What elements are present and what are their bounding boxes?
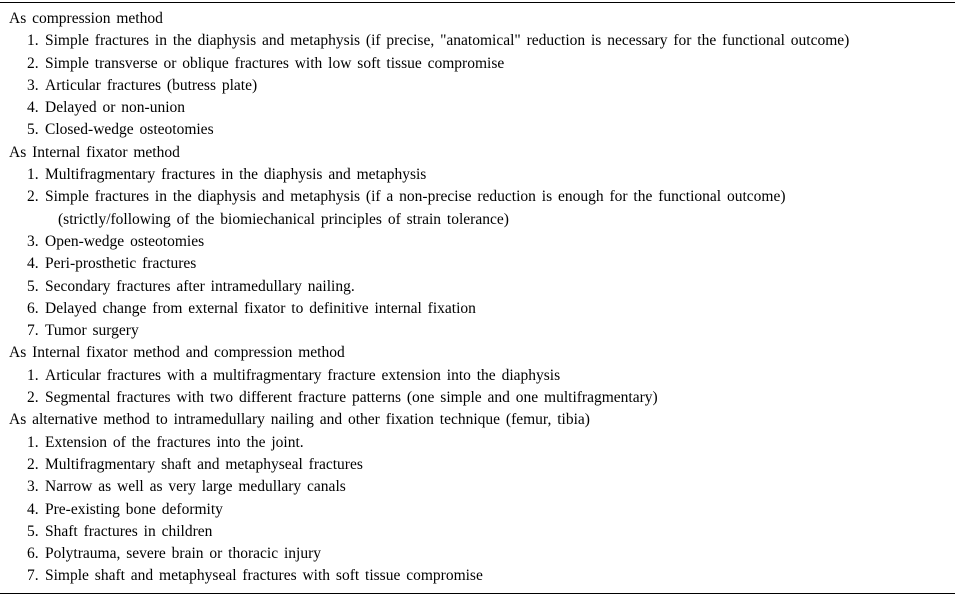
item-text: Pre-existing bone deformity xyxy=(45,500,223,518)
list-item xyxy=(0,53,955,75)
item-number: 3. xyxy=(27,232,39,250)
item-text: Simple shaft and metaphyseal fractures with soft tissue compromise xyxy=(45,567,483,585)
item-text: Extension of the fractures into the joint. xyxy=(45,433,304,451)
item-text: Open-wedge osteotomies xyxy=(45,232,205,250)
section-alternative-method xyxy=(0,409,955,587)
item-text: Polytrauma, severe brain or thoracic injury xyxy=(45,545,321,563)
section-heading: As alternative method to intramedullary nailing and other fixation technique (femur, tibia) xyxy=(9,411,590,429)
item-text: Delayed or non-union xyxy=(45,99,186,117)
list-item-continuation: (strictly/following of the biomiechanical principles of strain tolerance) xyxy=(58,210,509,228)
list-item xyxy=(0,276,955,298)
item-number: 4. xyxy=(27,255,39,273)
item-text: Segmental fractures with two different fracture patterns (one simple and one multifragmentary) xyxy=(45,389,658,407)
section-internal-fixator-method xyxy=(0,142,955,343)
item-number: 2. xyxy=(27,389,39,407)
item-number: 4. xyxy=(27,99,39,117)
item-text: Multifragmentary fractures in the diaphysis and metaphysis xyxy=(45,166,427,184)
list-item xyxy=(0,186,955,208)
list-item xyxy=(0,298,955,320)
item-text: Narrow as well as very large medullary canals xyxy=(45,478,346,496)
item-text: Articular fractures (butress plate) xyxy=(45,76,258,94)
list-item xyxy=(0,320,955,342)
item-text: Simple transverse or oblique fractures with low soft tissue compromise xyxy=(45,54,505,72)
item-number: 6. xyxy=(27,545,39,563)
section-compression-method xyxy=(0,8,955,142)
item-number: 7. xyxy=(27,567,39,585)
item-text: Simple fractures in the diaphysis and metaphysis (if precise, "anatomical" reduction is necessary for the functional outcome) xyxy=(45,32,850,50)
item-number: 3. xyxy=(27,76,39,94)
item-number: 5. xyxy=(27,121,39,139)
list-item xyxy=(0,97,955,119)
item-number: 1. xyxy=(27,366,39,384)
list-item xyxy=(0,164,955,186)
item-text: Secondary fractures after intramedullary nailing. xyxy=(45,277,355,295)
item-number: 1. xyxy=(27,433,39,451)
item-text: Peri-prosthetic fractures xyxy=(45,255,197,273)
section-heading: As Internal fixator method xyxy=(9,143,180,161)
list-item xyxy=(0,499,955,521)
item-number: 2. xyxy=(27,188,39,206)
list-item xyxy=(0,365,955,387)
section-heading: As compression method xyxy=(9,10,163,27)
item-text: Multifragmentary shaft and metaphyseal fractures xyxy=(45,455,363,473)
list-item xyxy=(0,231,955,253)
item-text: Articular fractures with a multifragmentary fracture extension into the diaphysis xyxy=(45,366,561,384)
item-text: Simple fractures in the diaphysis and metaphysis (if a non-precise reduction is enough for the functional outcome) xyxy=(45,188,786,206)
item-number: 5. xyxy=(27,277,39,295)
item-number: 4. xyxy=(27,500,39,518)
item-number: 7. xyxy=(27,322,39,340)
list-item xyxy=(0,387,955,409)
section-internal-fixator-and-compression xyxy=(0,342,955,409)
list-item xyxy=(0,432,955,454)
list-item xyxy=(0,565,955,587)
item-number: 6. xyxy=(27,299,39,317)
item-text: Delayed change from external fixator to definitive internal fixation xyxy=(45,299,476,317)
list-item xyxy=(0,75,955,97)
list-item xyxy=(0,543,955,565)
list-item xyxy=(0,521,955,543)
item-number: 3. xyxy=(27,478,39,496)
item-number: 2. xyxy=(27,54,39,72)
list-item xyxy=(0,476,955,498)
item-number: 2. xyxy=(27,455,39,473)
item-number: 5. xyxy=(27,522,39,540)
section-heading: As Internal fixator method and compression method xyxy=(9,344,345,362)
item-text: Closed-wedge osteotomies xyxy=(45,121,214,139)
list-item xyxy=(0,119,955,141)
item-number: 1. xyxy=(27,166,39,184)
list-item xyxy=(0,253,955,275)
item-number: 1. xyxy=(27,32,39,50)
list-item xyxy=(0,454,955,476)
item-text: Tumor surgery xyxy=(45,322,139,340)
item-text: Shaft fractures in children xyxy=(45,522,213,540)
list-item xyxy=(0,30,955,52)
indications-table xyxy=(0,2,955,594)
